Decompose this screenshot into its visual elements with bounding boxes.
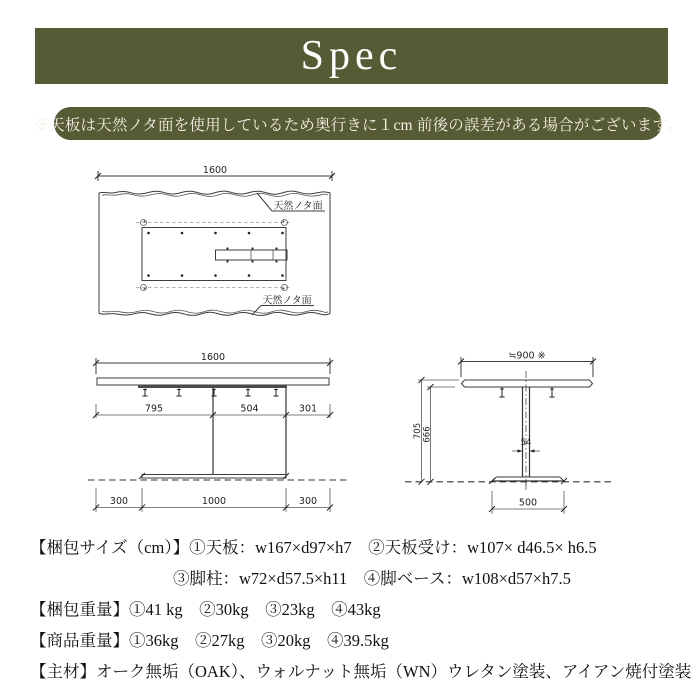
depth-label: ≒900 ※ <box>508 350 546 362</box>
tabletop-side <box>462 380 593 387</box>
segment-504: 504 <box>240 403 259 415</box>
spec-row-materials <box>30 662 692 682</box>
spec-row-package-weight <box>30 600 685 620</box>
top-view-width-dimension-group <box>95 165 335 181</box>
segment-795: 795 <box>144 403 164 415</box>
side-depth-dimension <box>458 351 596 378</box>
spec-row-package-size-2 <box>30 569 685 589</box>
spec-value: ③脚柱：w72×d57.5×h11 ④脚ベース：w108×d57×h7.5 <box>173 569 571 588</box>
edge-label-bottom: 天然ノタ面 <box>262 295 312 307</box>
base-segment-300-left: 300 <box>109 496 129 507</box>
spec-value: オーク無垢（OAK）、ウォルナット無垢（WN）ウレタン塗装、アイアン焼付塗装 <box>96 662 692 681</box>
height-total-label: 705 <box>413 422 423 440</box>
height-dimensions <box>413 377 459 485</box>
post-width-label: 54 <box>520 438 532 448</box>
side-view-drawing <box>405 348 620 520</box>
spec-value: ①天板：w167×d97×h7 ②天板受け：w107× d46.5× h6.5 <box>189 538 597 557</box>
base-segment-300-right: 300 <box>298 496 318 507</box>
spec-label: 【主材】 <box>30 662 96 681</box>
tabletop-front <box>97 378 329 385</box>
screws-front <box>142 389 278 397</box>
segment-301: 301 <box>298 403 318 415</box>
spec-value: ①41 kg ②30kg ③23kg ④43kg <box>129 600 381 619</box>
spec-row-package-size <box>30 538 685 558</box>
base-plate-front <box>142 475 286 479</box>
spec-value: ①36kg ②27kg ③20kg ④39.5kg <box>129 631 389 650</box>
height-under-label: 666 <box>422 426 433 443</box>
post-width-dimension <box>512 438 540 453</box>
front-width-dimension <box>93 352 333 374</box>
notice-banner <box>33 107 683 140</box>
side-base-dimension <box>489 491 567 514</box>
mounting-plate-front <box>138 385 287 388</box>
spec-label: 【梱包サイズ（cm）】 <box>30 538 190 557</box>
spec-list <box>30 538 692 693</box>
spec-row-product-weight <box>30 631 685 651</box>
base-segment-1000: 1000 <box>201 496 227 507</box>
section-header <box>35 28 668 84</box>
edge-label-top: 天然ノタ面 <box>273 201 323 212</box>
screws-side <box>499 388 554 398</box>
spec-label: 【梱包重量】 <box>30 600 129 619</box>
front-width-label: 1600 <box>200 352 226 363</box>
section-title: Spec <box>300 33 403 79</box>
front-view-drawing <box>88 348 358 520</box>
top-view-width-label: 1600 <box>202 165 228 176</box>
base-width-label: 500 <box>518 497 538 509</box>
notice-text: ※天板は天然ノタ面を使用しているため奥行きに１cm 前後の誤差がある場合がございます。 <box>33 116 683 134</box>
spec-label: 【商品重量】 <box>30 631 129 650</box>
front-base-dimension <box>93 488 333 512</box>
top-view-drawing <box>88 160 348 325</box>
